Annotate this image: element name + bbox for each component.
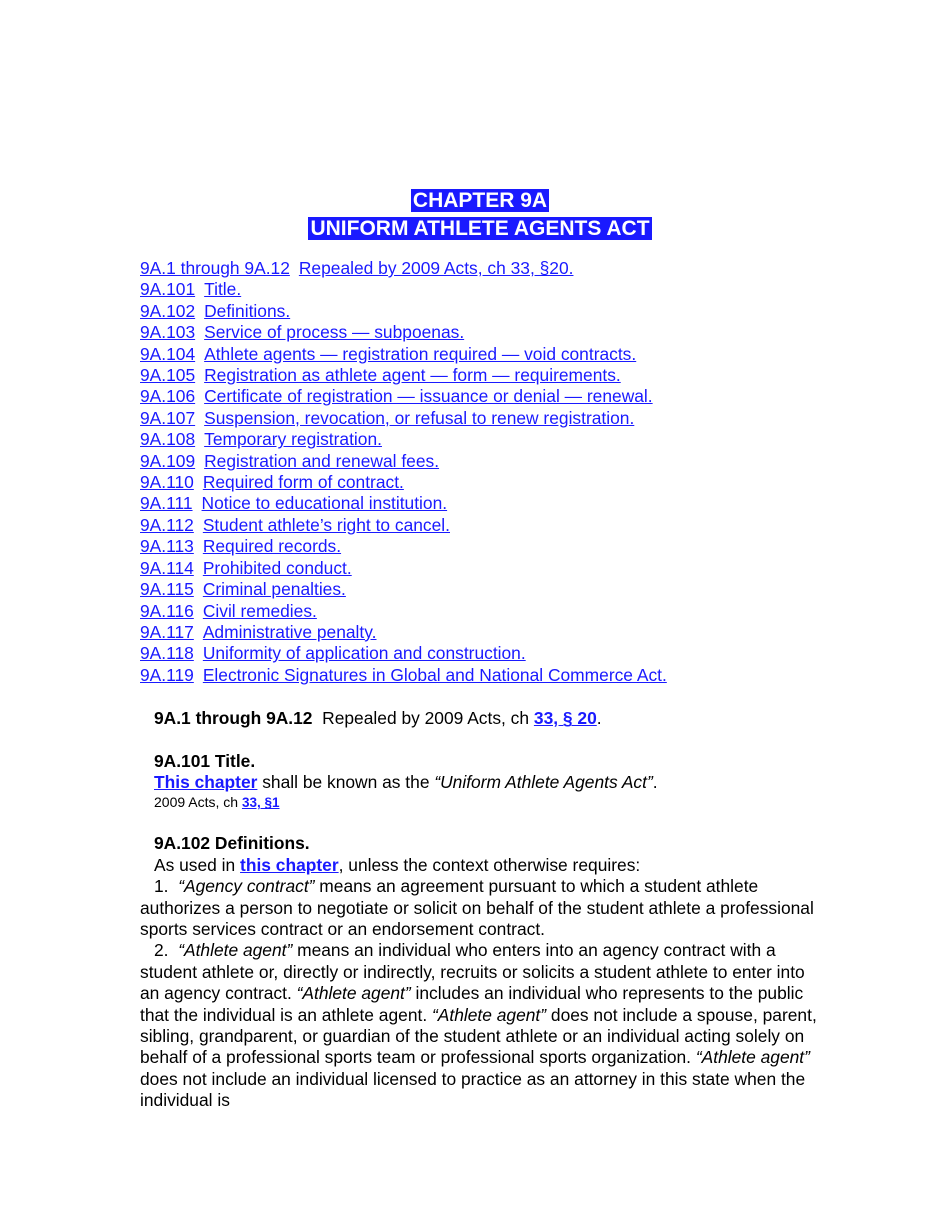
- toc-section-title: Repealed by 2009 Acts, ch 33, §20.: [298, 258, 574, 278]
- toc-section-title: Notice to educational institution.: [201, 493, 448, 514]
- toc-link[interactable]: [140, 472, 820, 493]
- toc-section-title: Certificate of registration — issuance or denial — renewal.: [204, 386, 653, 407]
- this-chapter-link[interactable]: this chapter: [240, 854, 339, 875]
- toc-section-title: Criminal penalties.: [202, 579, 346, 600]
- definition-paragraph: 1. “Agency contract” means an agreement pursuant to which a student athlete authorizes a person to negotiate or solicit on behalf of the student athlete a professional sports services contract or an endorsement contract.: [140, 876, 814, 939]
- toc-section-title: Student athlete’s right to cancel.: [202, 514, 450, 535]
- toc-section-number: 9A.104: [140, 343, 196, 364]
- toc-section-title: Service of process — subpoenas.: [204, 322, 465, 343]
- toc-section-number: 9A.117: [140, 621, 194, 642]
- toc-link[interactable]: [140, 643, 820, 664]
- toc-section-number: 9A.109: [140, 450, 196, 471]
- toc-section-title: Registration as athlete agent — form — requirements.: [204, 365, 621, 386]
- toc-section-number: 9A.113: [140, 536, 194, 557]
- toc-section-title: Required form of contract.: [202, 472, 404, 493]
- chapter-name: UNIFORM ATHLETE AGENTS ACT: [310, 217, 650, 240]
- toc-link[interactable]: [140, 558, 820, 579]
- history-note: 2009 Acts, ch 33, §1: [154, 794, 280, 811]
- section-heading: 9A.101 Title.: [154, 750, 256, 771]
- toc-section-title: Title.: [204, 279, 242, 300]
- toc-link[interactable]: [140, 279, 820, 300]
- section-definitions: 9A.102 Definitions. As used in this chapter, unless the context otherwise requires: 1. “Agency contract” means an agreement pursuant to which a student athlete authorizes a person to negotiate or solicit on behalf of the student athlete a professional sports services contract or an endorsement contract. 2. “Athlete agent” means an individual who enters into an agency contract with a student athlete or, directly or indirectly, recruits or solicits a student athlete to enter into an agency contract. “Athlete agent” includes an individual who represents to the public that the individual is an athlete agent. “Athlete agent” does not include a spouse, parent, sibling, grandparent, or guardian of the student athlete or an individual acting solely on behalf of a professional sports team or professional sports organization. “Athlete agent” does not include an individual licensed to practice as an attorney in this state when the individual is: [140, 833, 820, 1111]
- toc-section-number: 9A.111: [140, 493, 193, 514]
- toc-section-number: 9A.107: [140, 407, 196, 428]
- toc-link[interactable]: [140, 365, 820, 386]
- toc-link[interactable]: [140, 579, 820, 600]
- toc-link[interactable]: [140, 451, 820, 472]
- toc-link[interactable]: [140, 515, 820, 536]
- toc-section-number: 9A.115: [140, 579, 194, 600]
- repeal-citation-link[interactable]: 33, § 20: [533, 708, 597, 729]
- table-of-contents: [140, 258, 820, 686]
- toc-section-number: 9A.102: [140, 300, 196, 321]
- toc-link[interactable]: [140, 322, 820, 343]
- history-citation-link[interactable]: 33, §1: [241, 795, 280, 811]
- toc-section-title: Civil remedies.: [202, 600, 317, 621]
- toc-section-title: Required records.: [202, 536, 342, 557]
- toc-section-number: 9A.106: [140, 386, 196, 407]
- toc-section-title: Electronic Signatures in Global and National Commerce Act.: [202, 664, 667, 685]
- toc-section-title: Prohibited conduct.: [202, 557, 352, 578]
- toc-section-number: 9A.119: [140, 664, 194, 685]
- toc-section-title: Suspension, revocation, or refusal to renew registration.: [204, 407, 635, 428]
- toc-link[interactable]: [140, 408, 820, 429]
- toc-link[interactable]: [140, 536, 820, 557]
- toc-link[interactable]: [140, 301, 820, 322]
- toc-section-number: 9A.116: [140, 600, 194, 621]
- document-page: [140, 188, 820, 1133]
- toc-section-title: Definitions.: [204, 300, 291, 321]
- chapter-body: [140, 708, 820, 1112]
- toc-section-title: Athlete agents — registration required — void contracts.: [204, 343, 637, 364]
- toc-section-number: 9A.118: [140, 643, 194, 664]
- toc-section-number: 9A.1 through 9A.12: [140, 258, 290, 278]
- toc-section-title: Registration and renewal fees.: [204, 450, 440, 471]
- toc-link[interactable]: [140, 601, 820, 622]
- section-heading: 9A.1 through 9A.12: [154, 708, 313, 729]
- toc-section-number: 9A.110: [140, 472, 194, 493]
- toc-section-title: Administrative penalty.: [202, 621, 377, 642]
- definition-paragraph: 2. “Athlete agent” means an individual who enters into an agency contract with a student athlete or, directly or indirectly, recruits or solicits a student athlete to enter into an agency contract. “Athlete agent” includes an individual who represents to the public that the individual is an athlete agent. “Athlete agent” does not include a spouse, parent, sibling, grandparent, or guardian of the student athlete or an individual acting solely on behalf of a professional sports team or professional sports organization. “Athlete agent” does not include an individual licensed to practice as an attorney in this state when the individual is: [140, 940, 817, 1111]
- toc-section-number: 9A.105: [140, 365, 196, 386]
- toc-link[interactable]: [140, 665, 820, 686]
- section-title: 9A.101 Title. This chapter shall be known as the “Uniform Athlete Agents Act”. 2009 Acts, ch 33, §1: [140, 751, 820, 813]
- toc-section-number: 9A.101: [140, 279, 196, 300]
- toc-link[interactable]: [140, 386, 820, 407]
- toc-link[interactable]: [140, 258, 820, 279]
- toc-section-title: Uniformity of application and construction.: [202, 643, 526, 664]
- this-chapter-link[interactable]: This chapter: [154, 771, 258, 792]
- section-repealed: 9A.1 through 9A.12 Repealed by 2009 Acts, ch 33, § 20.: [154, 708, 602, 729]
- section-heading: 9A.102 Definitions.: [154, 833, 310, 854]
- chapter-number: CHAPTER 9A: [412, 189, 548, 212]
- toc-section-number: 9A.103: [140, 322, 196, 343]
- toc-section-number: 9A.112: [140, 514, 194, 535]
- toc-section-number: 9A.114: [140, 557, 194, 578]
- toc-section-title: Temporary registration.: [204, 429, 382, 450]
- toc-link[interactable]: [140, 622, 820, 643]
- toc-link[interactable]: [140, 429, 820, 450]
- toc-section-number: 9A.108: [140, 429, 196, 450]
- toc-link[interactable]: [140, 344, 820, 365]
- toc-link[interactable]: [140, 493, 820, 514]
